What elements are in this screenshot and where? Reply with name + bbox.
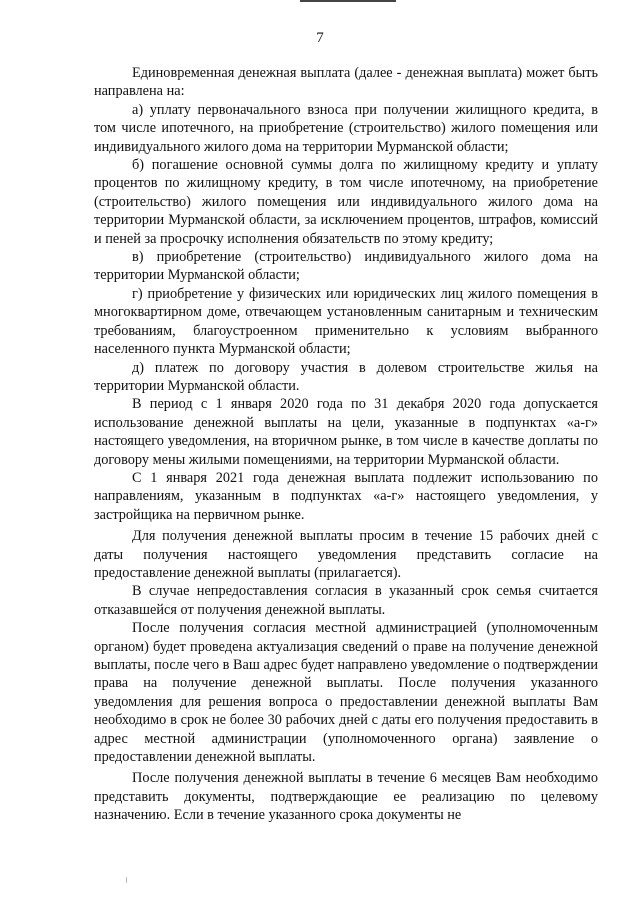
paragraph-item-d: д) платеж по договору участия в долевом строительстве жилья на территории Мурманской области. [94, 359, 598, 394]
page-number: 7 [316, 30, 324, 46]
scan-speck [126, 877, 127, 883]
document-body [94, 64, 598, 825]
paragraph-period-2020: В период с 1 января 2020 года по 31 декабря 2020 года допускается использование денежной выплаты на цели, указанные в подпунктах «а-г» настоящего уведомления, на вторичном рынке, в том числе в качестве доплаты по договору мены жилыми помещениями, на территории Мурманской области. [94, 396, 598, 468]
paragraph-after-consent: После получения согласия местной администрацией (уполномоченным органом) будет проведена актуализация сведений о праве на получение денежной выплаты, после чего в Ваш адрес будет направлено уведомление о подтверждении права на получение денежной выплаты. После получения указанного уведомления для решения вопроса о предоставлении денежной выплаты Вам необходимо в срок не более 30 рабочих дней с даты его получения предоставить в адрес местной администрации (уполномоченного органа) заявление о предоставлении денежной выплаты. [94, 620, 598, 766]
paragraph-refusal: В случае непредоставления согласия в указанный срок семья считается отказавшейся от получения денежной выплаты. [94, 583, 598, 618]
paragraph-item-a: а) уплату первоначального взноса при получении жилищного кредита, в том числе ипотечного, на приобретение (строительство) жилого помещения или индивидуального жилого дома на территории Мурманской области; [94, 101, 598, 155]
paragraph-intro: Единовременная денежная выплата (далее - денежная выплата) может быть направлена на: [94, 65, 598, 100]
paragraph-item-b: б) погашение основной суммы долга по жилищному кредиту и уплату процентов по жилищному кредиту, в том числе ипотечному, на приобретение (строительство) жилого помещения или индивидуального жилого дома на территории Мурманской области, за исключением процентов, штрафов, комиссий и пеней за просрочку исполнения обязательств по этому кредиту; [94, 157, 598, 247]
paragraph-after-payment: После получения денежной выплаты в течение 6 месяцев Вам необходимо представить документы, подтверждающие ее реализацию по целевому назначению. Если в течение указанного срока документы не [94, 770, 598, 824]
top-rule [300, 0, 396, 2]
paragraph-item-v: в) приобретение (строительство) индивидуального жилого дома на территории Мурманской области; [94, 249, 598, 284]
paragraph-from-2021: С 1 января 2021 года денежная выплата подлежит использованию по направлениям, указанным в подпунктах «а-г» настоящего уведомления, у застройщика на первичном рынке. [94, 469, 598, 523]
paragraph-request-consent: Для получения денежной выплаты просим в течение 15 рабочих дней с даты получения настоящего уведомления представить согласие на предоставление денежной выплаты (прилагается). [94, 528, 598, 581]
paragraph-item-g: г) приобретение у физических или юридических лиц жилого помещения в многоквартирном доме, отвечающем установленным санитарным и техническим требованиям, благоустроенном применительно к условиям выбранного населенного пункта Мурманской области; [94, 285, 598, 358]
